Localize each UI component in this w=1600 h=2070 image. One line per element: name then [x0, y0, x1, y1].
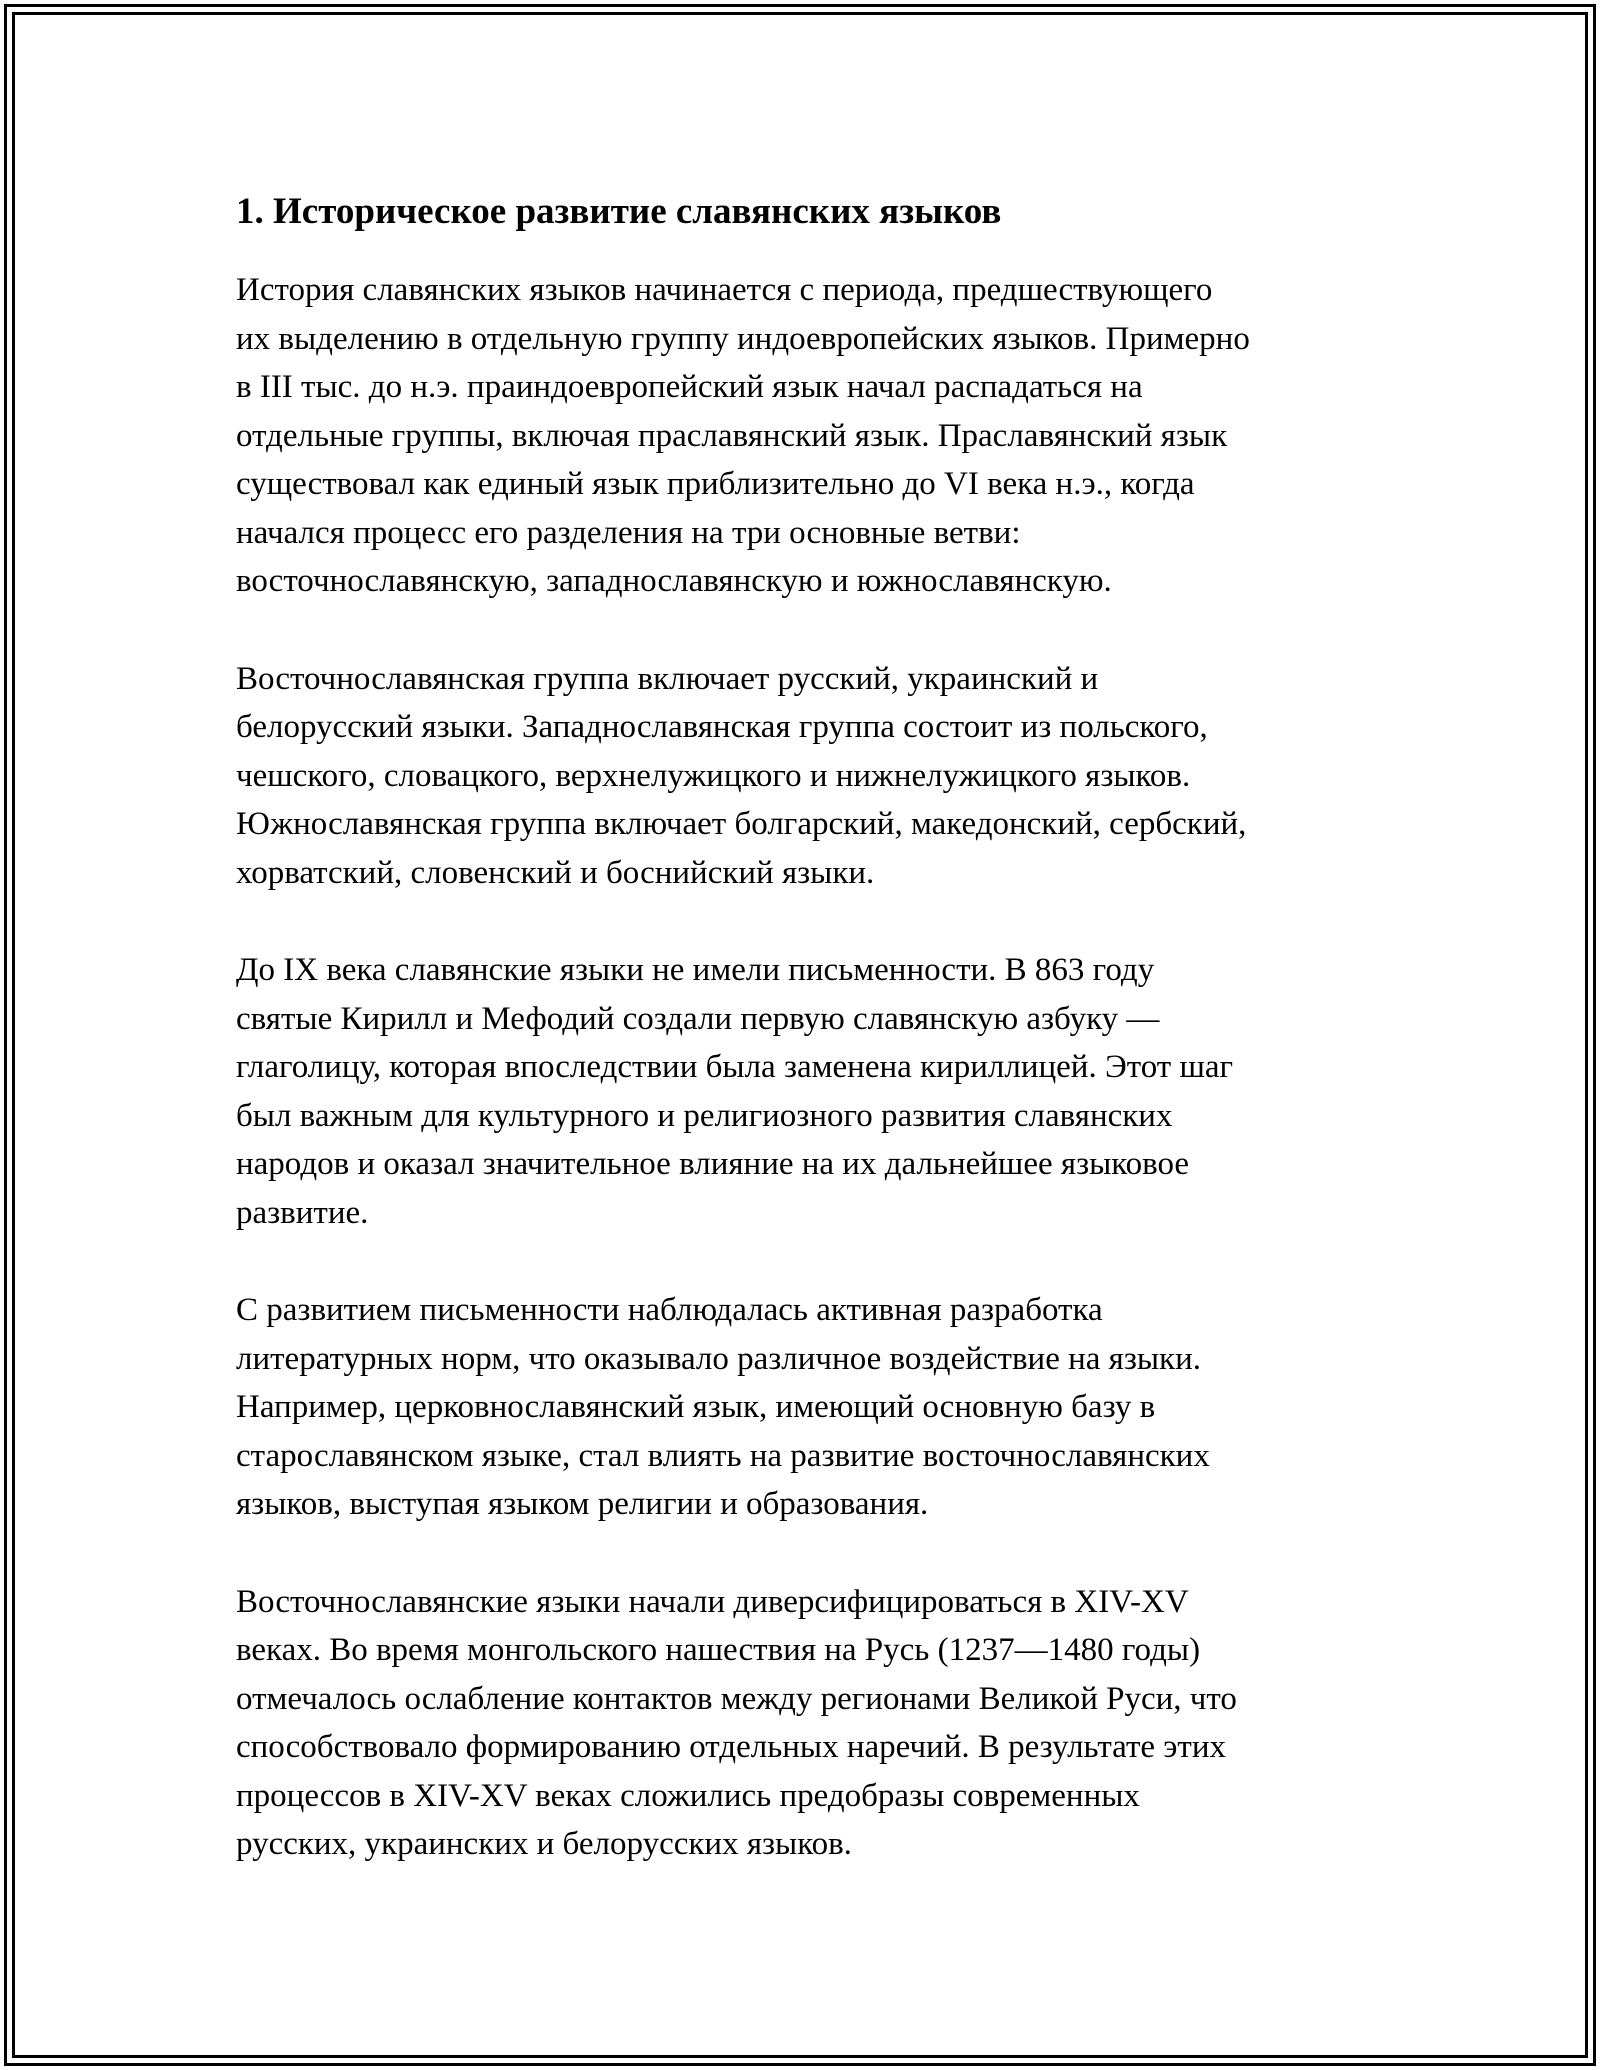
- paragraph-history-origin: История славянских языков начинается с периода, предшествующего их выделению в отдельную группу индоевропейских языков. Примерно в III тыс. до н.э. праиндоевропейский язык начал распадаться на отдельные группы, включая праславянский язык. Праславянский язык существовал как единый язык приблизительно до VI века н.э., когда начался процесс его разделения на три основные ветви: восточнославянскую, западнославянскую и южнославянскую.: [236, 272, 1250, 599]
- section-title: 1. Историческое развитие славянских языков: [236, 191, 1002, 232]
- paragraph-literary-norms: С развитием письменности наблюдалась активная разработка литературных норм, что оказывало различное воздействие на языки. Например, церковнославянский язык, имеющий основную базу в старославянском языке, стал влиять на развитие восточнославянских языков, выступая языком религии и образования.: [236, 1292, 1210, 1522]
- paragraph-language-groups: Восточнославянская группа включает русский, украинский и белорусский языки. Западнославянская группа состоит из польского, чешского, словацкого, верхнелужицкого и нижнелужицкого языков. Южнославянская группа включает болгарский, македонский, сербский, хорватский, словенский и боснийский языки.: [236, 660, 1247, 891]
- paragraph-writing-system: До IX века славянские языки не имели письменности. В 863 году святые Кирилл и Мефодий создали первую славянскую азбуку — глаголицу, которая впоследствии была заменена кириллицей. Этот шаг был важным для культурного и религиозного развития славянских народов и оказал значительное влияние на их дальнейшее языковое развитие.: [236, 952, 1234, 1231]
- document-body: [236, 188, 1386, 1918]
- paragraph-diversification: Восточнославянские языки начали диверсифицироваться в XIV-XV веках. Во время монгольского нашествия на Русь (1237—1480 годы) отмечалось ослабление контактов между регионами Великой Руси, что способствовало формированию отдельных наречий. В результате этих процессов в XIV-XV веках сложились предобразы современных русских, украинских и белорусских языков.: [236, 1583, 1237, 1862]
